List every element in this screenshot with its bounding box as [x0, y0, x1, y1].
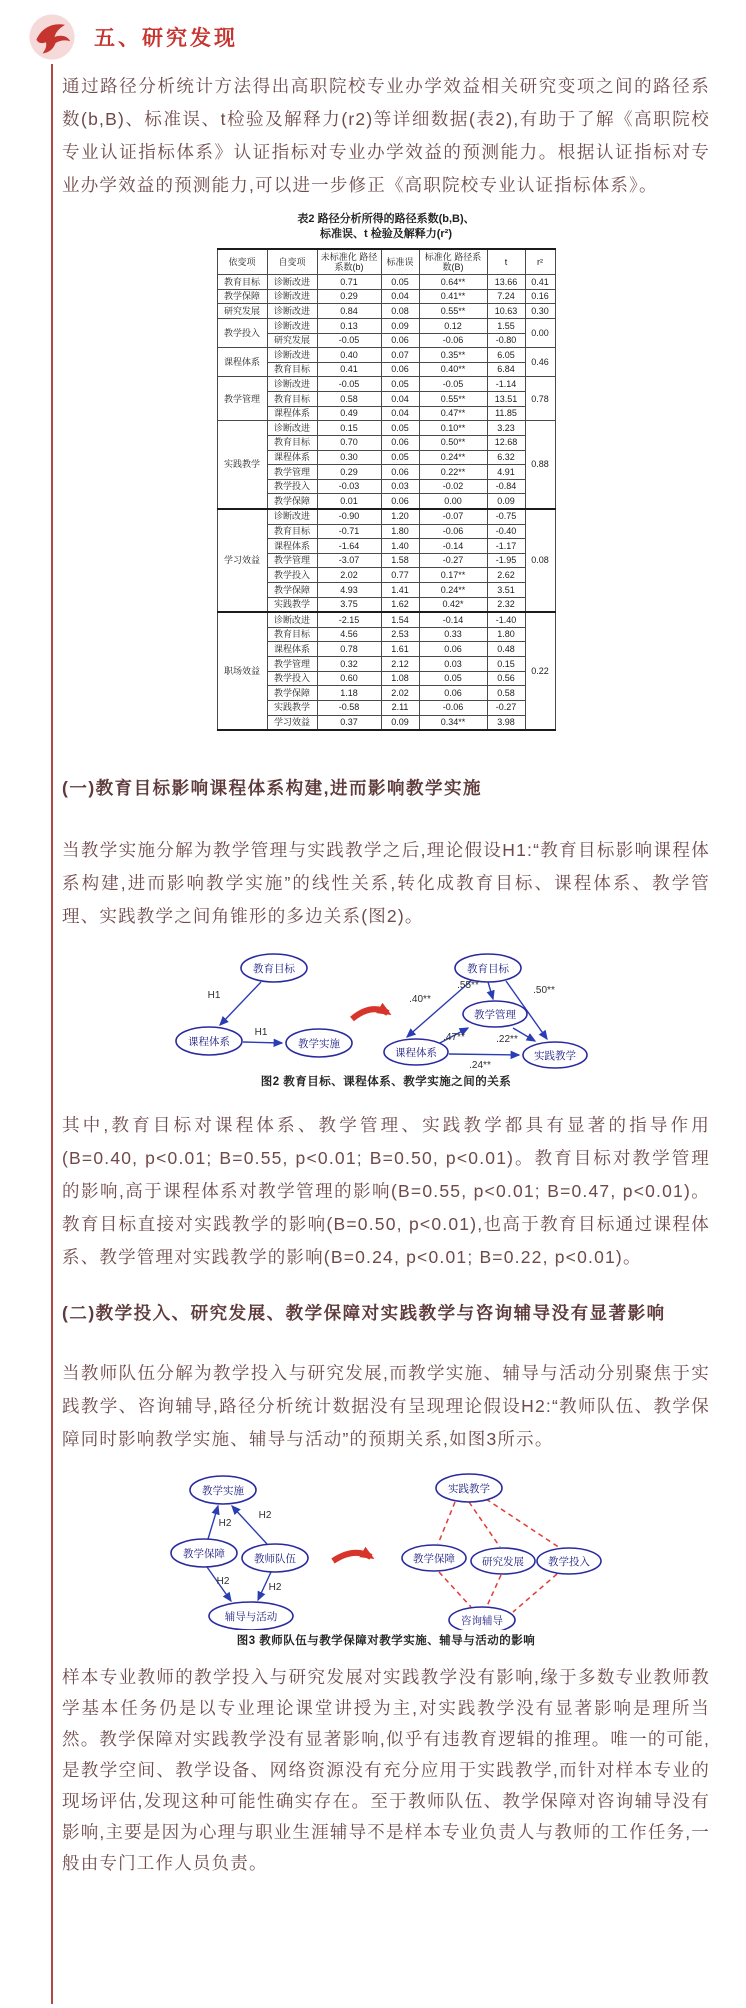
section-1-heading: (一)教育目标影响课程体系构建,进而影响教学实施	[62, 778, 483, 799]
r2-cell: 0.16	[525, 289, 555, 304]
table-row	[217, 524, 555, 539]
indep-cell: 教育目标	[267, 362, 317, 377]
indep-cell: 课程体系	[267, 539, 317, 554]
se-cell: 0.08	[381, 304, 419, 319]
beta-cell: 0.03	[419, 657, 487, 672]
fig2-node-education-goal: 教育目标	[253, 963, 295, 976]
b-cell: -0.71	[317, 524, 381, 539]
t-cell: 0.15	[487, 657, 525, 672]
fig3-node-teaching-support-2: 教学保障	[413, 1553, 455, 1566]
t-cell: -0.75	[487, 509, 525, 524]
t-cell: 1.55	[487, 319, 525, 334]
b-cell: 0.58	[317, 392, 381, 407]
figure-2	[62, 945, 710, 1089]
fig3-node-faculty-team: 教师队伍	[254, 1553, 296, 1566]
table-row	[217, 627, 555, 642]
table-row	[217, 465, 555, 480]
table-row	[217, 671, 555, 686]
indep-cell: 教育目标	[267, 524, 317, 539]
se-cell: 2.11	[381, 700, 419, 715]
t-cell: -1.14	[487, 377, 525, 392]
b-cell: 0.15	[317, 421, 381, 436]
beta-cell: 0.42*	[419, 597, 487, 612]
beta-cell: -0.27	[419, 553, 487, 568]
indep-cell: 诊断改进	[267, 612, 317, 627]
indep-cell: 教育目标	[267, 627, 317, 642]
t-cell: 3.23	[487, 421, 525, 436]
b-cell: 0.29	[317, 465, 381, 480]
fig3-transform-arrow	[333, 1553, 371, 1561]
beta-cell: 0.17**	[419, 568, 487, 583]
fig2-left-model	[176, 954, 352, 1057]
b-cell: 4.93	[317, 583, 381, 598]
b-cell: 0.60	[317, 671, 381, 686]
indep-cell: 教学管理	[267, 553, 317, 568]
paragraph-1: 通过路径分析统计方法得出高职院校专业办学效益相关研究变项之间的路径系数(b,B)、标准误、t检验及解释力(r2)等详细数据(表2),有助于了解《高职院校专业认证指标体系》认证指标对专业办学效益的预测能力。根据认证指标对专业办学效益的预测能力,可以进一步修正《高职院校专业认证指标体系》。	[62, 76, 710, 195]
b-cell: 0.32	[317, 657, 381, 672]
fig2-node-curriculum: 课程体系	[188, 1036, 230, 1049]
beta-cell: 0.40**	[419, 362, 487, 377]
b-cell: 0.37	[317, 715, 381, 730]
indep-cell: 教学保障	[267, 583, 317, 598]
indep-cell: 教育目标	[267, 435, 317, 450]
b-cell: -0.05	[317, 333, 381, 348]
paragraph-2: 当教学实施分解为教学管理与实践教学之后,理论假设H1:“教育目标影响课程体系构建,进而影响教学实施”的线性关系,转化成教育目标、课程体系、教学管理、实践教学之间角锥形的多边关系(图2)。	[62, 840, 710, 927]
beta-cell: 0.24**	[419, 450, 487, 465]
t-cell: 7.24	[487, 289, 525, 304]
se-cell: 0.06	[381, 494, 419, 509]
fig2-coef-47: .47**	[443, 1032, 465, 1044]
fig3-node-research-dev: 研究发展	[482, 1556, 524, 1569]
table-row	[217, 597, 555, 612]
col-header-dep: 依变项	[217, 249, 267, 275]
se-cell: 0.09	[381, 715, 419, 730]
indep-cell: 教学保障	[267, 686, 317, 701]
table-row	[217, 304, 555, 319]
indep-cell: 教学保障	[267, 494, 317, 509]
dep-cell: 研究发展	[217, 304, 267, 319]
indep-cell: 实践教学	[267, 597, 317, 612]
paragraph-5: 样本专业教师的教学投入与研究发展对实践教学没有影响,缘于多数专业教师教学基本任务仍是以专业理论课堂讲授为主,对实践教学没有显著影响是理所当然。教学保障对实践教学没有显著影响,似乎有违教育逻辑的推理。唯一的可能,是教学空间、教学设备、网络资源没有充分应用于实践教学,而针对样本专业的现场评估,发现这种可能性确实存在。至于教师队伍、教学保障对咨询辅导没有影响,主要是因为心理与职业生涯辅导不是样本专业负责人与教师的工作任务,一般由专门工作人员负责。	[62, 1667, 710, 1874]
b-cell: 0.70	[317, 435, 381, 450]
beta-cell: 0.34**	[419, 715, 487, 730]
t-cell: -0.40	[487, 524, 525, 539]
se-cell: 0.05	[381, 275, 419, 290]
t-cell: 6.84	[487, 362, 525, 377]
dep-cell: 教育目标	[217, 275, 267, 290]
beta-cell: 0.24**	[419, 583, 487, 598]
t-cell: 11.85	[487, 406, 525, 421]
t-cell: 3.98	[487, 715, 525, 730]
b-cell: -0.05	[317, 377, 381, 392]
table-row	[217, 333, 555, 348]
r2-cell: 0.46	[525, 348, 555, 377]
fig3-h2-label-4: H2	[268, 1582, 282, 1594]
beta-cell: -0.06	[419, 524, 487, 539]
se-cell: 0.06	[381, 333, 419, 348]
table-row	[217, 392, 555, 407]
figure-3-caption: 图3 教师队伍与教学保障对教学实施、辅导与活动的影响	[236, 1635, 536, 1648]
se-cell: 1.62	[381, 597, 419, 612]
beta-cell: -0.06	[419, 700, 487, 715]
indep-cell: 学习效益	[267, 715, 317, 730]
se-cell: 1.20	[381, 509, 419, 524]
se-cell: 0.06	[381, 435, 419, 450]
b-cell: 0.40	[317, 348, 381, 363]
t-cell: 0.58	[487, 686, 525, 701]
fig2-coef-40: .40**	[409, 994, 431, 1006]
t-cell: -1.17	[487, 539, 525, 554]
page-title: 五、研究发现	[94, 27, 238, 50]
t-cell: 12.68	[487, 435, 525, 450]
table-row	[217, 319, 555, 334]
se-cell: 0.06	[381, 362, 419, 377]
table-row	[217, 612, 555, 627]
t-cell: 1.80	[487, 627, 525, 642]
fig2-coef-24: .24**	[469, 1060, 491, 1072]
b-cell: 2.02	[317, 568, 381, 583]
dep-cell: 实践教学	[217, 421, 267, 509]
beta-cell: 0.35**	[419, 348, 487, 363]
r2-cell: 0.30	[525, 304, 555, 319]
t-cell: 2.32	[487, 597, 525, 612]
b-cell: -2.15	[317, 612, 381, 627]
fig3-h2-label-3: H2	[216, 1576, 230, 1588]
figure-3	[62, 1464, 710, 1648]
fig3-right-model	[402, 1474, 601, 1630]
beta-cell: 0.06	[419, 686, 487, 701]
col-header-b: 未标准化 路径系数(b)	[317, 249, 381, 275]
indep-cell: 诊断改进	[267, 509, 317, 524]
indep-cell: 教学管理	[267, 657, 317, 672]
figure-2-caption: 图2 教育目标、课程体系、教学实施之间的关系	[260, 1076, 512, 1089]
table-row	[217, 275, 555, 290]
indep-cell: 研究发展	[267, 333, 317, 348]
table-row	[217, 406, 555, 421]
indep-cell: 诊断改进	[267, 289, 317, 304]
dep-cell: 职场效益	[217, 612, 267, 730]
se-cell: 2.12	[381, 657, 419, 672]
dep-cell: 教学投入	[217, 319, 267, 348]
beta-cell: 0.10**	[419, 421, 487, 436]
r2-cell: 0.78	[525, 377, 555, 421]
t-cell: 6.05	[487, 348, 525, 363]
section-2-heading: (二)教学投入、研究发展、教学保障对实践教学与咨询辅导没有显著影响	[62, 1303, 666, 1324]
fig2-transform-arrow	[352, 1009, 388, 1019]
beta-cell: -0.05	[419, 377, 487, 392]
se-cell: 0.77	[381, 568, 419, 583]
b-cell: -1.64	[317, 539, 381, 554]
beta-cell: 0.05	[419, 671, 487, 686]
se-cell: 0.04	[381, 289, 419, 304]
indep-cell: 诊断改进	[267, 421, 317, 436]
table-row	[217, 450, 555, 465]
fig3-h2-label-1: H2	[218, 1518, 232, 1530]
t-cell: -0.80	[487, 333, 525, 348]
t-cell: 10.63	[487, 304, 525, 319]
dep-cell: 课程体系	[217, 348, 267, 377]
b-cell: 0.30	[317, 450, 381, 465]
table-row	[217, 377, 555, 392]
indep-cell: 教育目标	[267, 392, 317, 407]
b-cell: 0.78	[317, 642, 381, 657]
beta-cell: 0.33	[419, 627, 487, 642]
indep-cell: 课程体系	[267, 450, 317, 465]
table2	[217, 248, 556, 731]
fig3-node-counseling: 咨询辅导	[461, 1615, 503, 1628]
fig3-node-guidance-activity: 辅导与活动	[224, 1611, 278, 1624]
b-cell: -0.90	[317, 509, 381, 524]
table2-title-line1: 表2 路径分析所得的路径系数(b,B)、	[297, 213, 475, 225]
col-header-t: t	[487, 249, 525, 275]
b-cell: -3.07	[317, 553, 381, 568]
b-cell: 0.71	[317, 275, 381, 290]
table-row	[217, 421, 555, 436]
beta-cell: 0.64**	[419, 275, 487, 290]
fig2-node-education-goal-2: 教育目标	[467, 963, 509, 976]
r2-cell: 0.08	[525, 509, 555, 612]
fig2-h1-label-1: H1	[207, 990, 221, 1002]
fig2-right-model	[384, 954, 587, 1071]
beta-cell: 0.47**	[419, 406, 487, 421]
b-cell: -0.58	[317, 700, 381, 715]
beta-cell: 0.55**	[419, 304, 487, 319]
indep-cell: 实践教学	[267, 700, 317, 715]
b-cell: 0.01	[317, 494, 381, 509]
fig2-coef-22: .22**	[496, 1034, 518, 1046]
t-cell: -1.95	[487, 553, 525, 568]
beta-cell: -0.02	[419, 479, 487, 494]
col-header-r2: r²	[525, 249, 555, 275]
page-header	[0, 0, 746, 64]
indep-cell: 课程体系	[267, 642, 317, 657]
se-cell: 0.05	[381, 421, 419, 436]
t-cell: 13.66	[487, 275, 525, 290]
b-cell: 0.29	[317, 289, 381, 304]
fig2-node-curriculum-2: 课程体系	[395, 1047, 437, 1060]
beta-cell: -0.14	[419, 612, 487, 627]
indep-cell: 诊断改进	[267, 319, 317, 334]
beta-cell: 0.12	[419, 319, 487, 334]
table-row	[217, 348, 555, 363]
b-cell: 0.84	[317, 304, 381, 319]
se-cell: 0.07	[381, 348, 419, 363]
fig3-left-model	[171, 1476, 308, 1630]
indep-cell: 教学管理	[267, 465, 317, 480]
se-cell: 1.61	[381, 642, 419, 657]
t-cell: 4.91	[487, 465, 525, 480]
table-row	[217, 509, 555, 524]
beta-cell: -0.07	[419, 509, 487, 524]
r2-cell: 0.00	[525, 319, 555, 348]
table-row	[217, 362, 555, 377]
t-cell: 2.62	[487, 568, 525, 583]
table-row	[217, 289, 555, 304]
b-cell: -0.03	[317, 479, 381, 494]
table-row	[217, 583, 555, 598]
table2-header-row	[217, 249, 555, 275]
dove-icon	[26, 11, 78, 63]
indep-cell: 诊断改进	[267, 304, 317, 319]
fig3-h2-label-2: H2	[258, 1510, 272, 1522]
fig3-node-teaching-input: 教学投入	[548, 1556, 590, 1569]
dep-cell: 教学保障	[217, 289, 267, 304]
table-row	[217, 686, 555, 701]
indep-cell: 诊断改进	[267, 377, 317, 392]
t-cell: 0.56	[487, 671, 525, 686]
r2-cell: 0.41	[525, 275, 555, 290]
indep-cell: 教学投入	[267, 568, 317, 583]
table-row	[217, 700, 555, 715]
se-cell: 1.40	[381, 539, 419, 554]
se-cell: 0.04	[381, 406, 419, 421]
b-cell: 1.18	[317, 686, 381, 701]
r2-cell: 0.88	[525, 421, 555, 509]
se-cell: 2.02	[381, 686, 419, 701]
beta-cell: 0.55**	[419, 392, 487, 407]
table2-title-line2: 标准误、t 检验及解释力(r²)	[320, 228, 452, 240]
article-body	[51, 64, 746, 2004]
se-cell: 0.05	[381, 450, 419, 465]
table-row	[217, 642, 555, 657]
indep-cell: 教学投入	[267, 479, 317, 494]
indep-cell: 课程体系	[267, 406, 317, 421]
t-cell: 3.51	[487, 583, 525, 598]
b-cell: 4.56	[317, 627, 381, 642]
indep-cell: 诊断改进	[267, 348, 317, 363]
beta-cell: 0.50**	[419, 435, 487, 450]
col-header-se: 标准误	[381, 249, 419, 275]
beta-cell: 0.00	[419, 494, 487, 509]
table2-title	[62, 212, 710, 242]
se-cell: 0.09	[381, 319, 419, 334]
table-row	[217, 435, 555, 450]
figure-2-diagram	[166, 945, 606, 1071]
se-cell: 1.80	[381, 524, 419, 539]
se-cell: 0.03	[381, 479, 419, 494]
table-row	[217, 657, 555, 672]
table-row	[217, 479, 555, 494]
beta-cell: 0.06	[419, 642, 487, 657]
fig2-coef-55: .55**	[457, 980, 479, 992]
col-header-indep: 自变项	[267, 249, 317, 275]
b-cell: 0.49	[317, 406, 381, 421]
se-cell: 1.58	[381, 553, 419, 568]
se-cell: 1.41	[381, 583, 419, 598]
t-cell: -0.27	[487, 700, 525, 715]
fig2-h1-label-2: H1	[254, 1027, 268, 1039]
paragraph-4: 当教师队伍分解为教学投入与研究发展,而教学实施、辅导与活动分别聚焦于实践教学、咨询辅导,路径分析统计数据没有呈现理论假设H2:“教师队伍、教学保障同时影响教学实施、辅导与活动”的预期关系,如图3所示。	[62, 1363, 710, 1450]
fig3-node-teaching-impl: 教学实施	[202, 1485, 244, 1498]
beta-cell: -0.06	[419, 333, 487, 348]
beta-cell: -0.14	[419, 539, 487, 554]
paragraph-3: 其中,教育目标对课程体系、教学管理、实践教学都具有显著的指导作用(B=0.40, p<0.01; B=0.55, p<0.01; B=0.50, p<0.01)。教育目标对教学管理的影响,高于课程体系对教学管理的影响(B=0.55, p<0.01; B=0.47, p<0.01)。教育目标直接对实践教学的影响(B=0.50, p<0.01),也高于教育目标通过课程体系、教学管理对实践教学的影响(B=0.24, p<0.01; B=0.22, p<0.01)。	[62, 1115, 710, 1268]
b-cell: 3.75	[317, 597, 381, 612]
dep-cell: 教学管理	[217, 377, 267, 421]
b-cell: 0.41	[317, 362, 381, 377]
fig2-node-practice-teaching: 实践教学	[534, 1050, 576, 1063]
se-cell: 1.08	[381, 671, 419, 686]
se-cell: 1.54	[381, 612, 419, 627]
b-cell: 0.13	[317, 319, 381, 334]
col-header-beta: 标准化 路径系数(B)	[419, 249, 487, 275]
fig2-node-teaching-mgmt: 教学管理	[474, 1009, 516, 1022]
se-cell: 0.05	[381, 377, 419, 392]
se-cell: 0.06	[381, 465, 419, 480]
fig2-node-teaching-impl: 教学实施	[298, 1038, 340, 1051]
table-row	[217, 494, 555, 509]
t-cell: 0.48	[487, 642, 525, 657]
indep-cell: 诊断改进	[267, 275, 317, 290]
beta-cell: 0.41**	[419, 289, 487, 304]
dep-cell: 学习效益	[217, 509, 267, 612]
fig2-coef-50: .50**	[533, 985, 555, 997]
t-cell: -0.84	[487, 479, 525, 494]
table-row	[217, 568, 555, 583]
table2-body	[217, 275, 555, 730]
figure-3-diagram	[161, 1464, 611, 1630]
se-cell: 2.53	[381, 627, 419, 642]
t-cell: -1.40	[487, 612, 525, 627]
fig3-node-teaching-support: 教学保障	[183, 1548, 225, 1561]
table-row	[217, 715, 555, 730]
se-cell: 0.04	[381, 392, 419, 407]
beta-cell: 0.22**	[419, 465, 487, 480]
fig3-node-practice-teaching: 实践教学	[448, 1483, 490, 1496]
t-cell: 13.51	[487, 392, 525, 407]
table-row	[217, 553, 555, 568]
indep-cell: 教学投入	[267, 671, 317, 686]
table-row	[217, 539, 555, 554]
t-cell: 0.09	[487, 494, 525, 509]
t-cell: 6.32	[487, 450, 525, 465]
r2-cell: 0.22	[525, 612, 555, 730]
